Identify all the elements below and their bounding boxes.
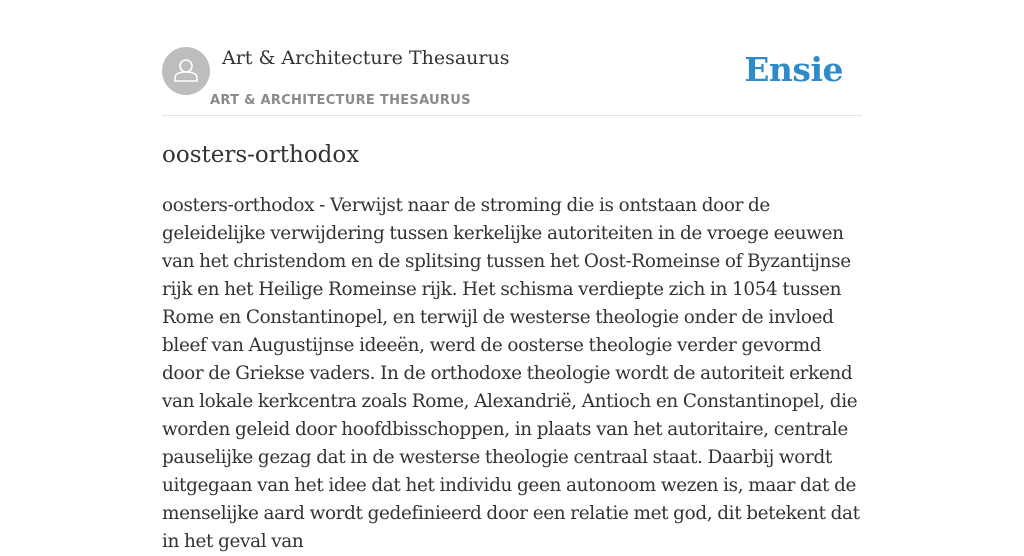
term-title: oosters-orthodox	[162, 142, 360, 168]
brand-logo[interactable]: Ensie	[744, 50, 843, 89]
author-name[interactable]: Art & Architecture Thesaurus	[222, 47, 510, 69]
user-icon[interactable]	[162, 47, 210, 95]
definition-text: oosters-orthodox - Verwijst naar de stroming die is ontstaan door de geleidelijke verwijdering tussen kerkelijke autoriteiten in de vroege eeuwen van het christendom en de splitsing tussen het Oost-Romeinse of Byzantijnse rijk en het Heilige Romeinse rijk. Het schisma verdiepte zich in 1054 tussen Rome en Constantinopel, en terwijl de westerse theologie onder de invloed bleef van Augustijnse ideeën, werd de oosterse theologie verder gevormd door de Griekse vaders. In de orthodoxe theologie wordt de autoriteit erkend van lokale kerkcentra zoals Rome, Alexandrië, Antioch en Constantinopel, die worden geleid door hoofdbisschoppen, in plaats van het autoritaire, centrale pauselijke gezag dat in de westerse theologie centraal staat. Daarbij wordt uitgegaan van het idee dat het individu geen autonoom wezen is, maar dat de menselijke aard wordt gedefinieerd door een relatie met god, dit betekent dat in het geval van	[162, 195, 860, 552]
entry-header	[162, 0, 862, 116]
content-container	[162, 0, 862, 552]
source-label[interactable]: ART & ARCHITECTURE THESAURUS	[210, 93, 471, 108]
